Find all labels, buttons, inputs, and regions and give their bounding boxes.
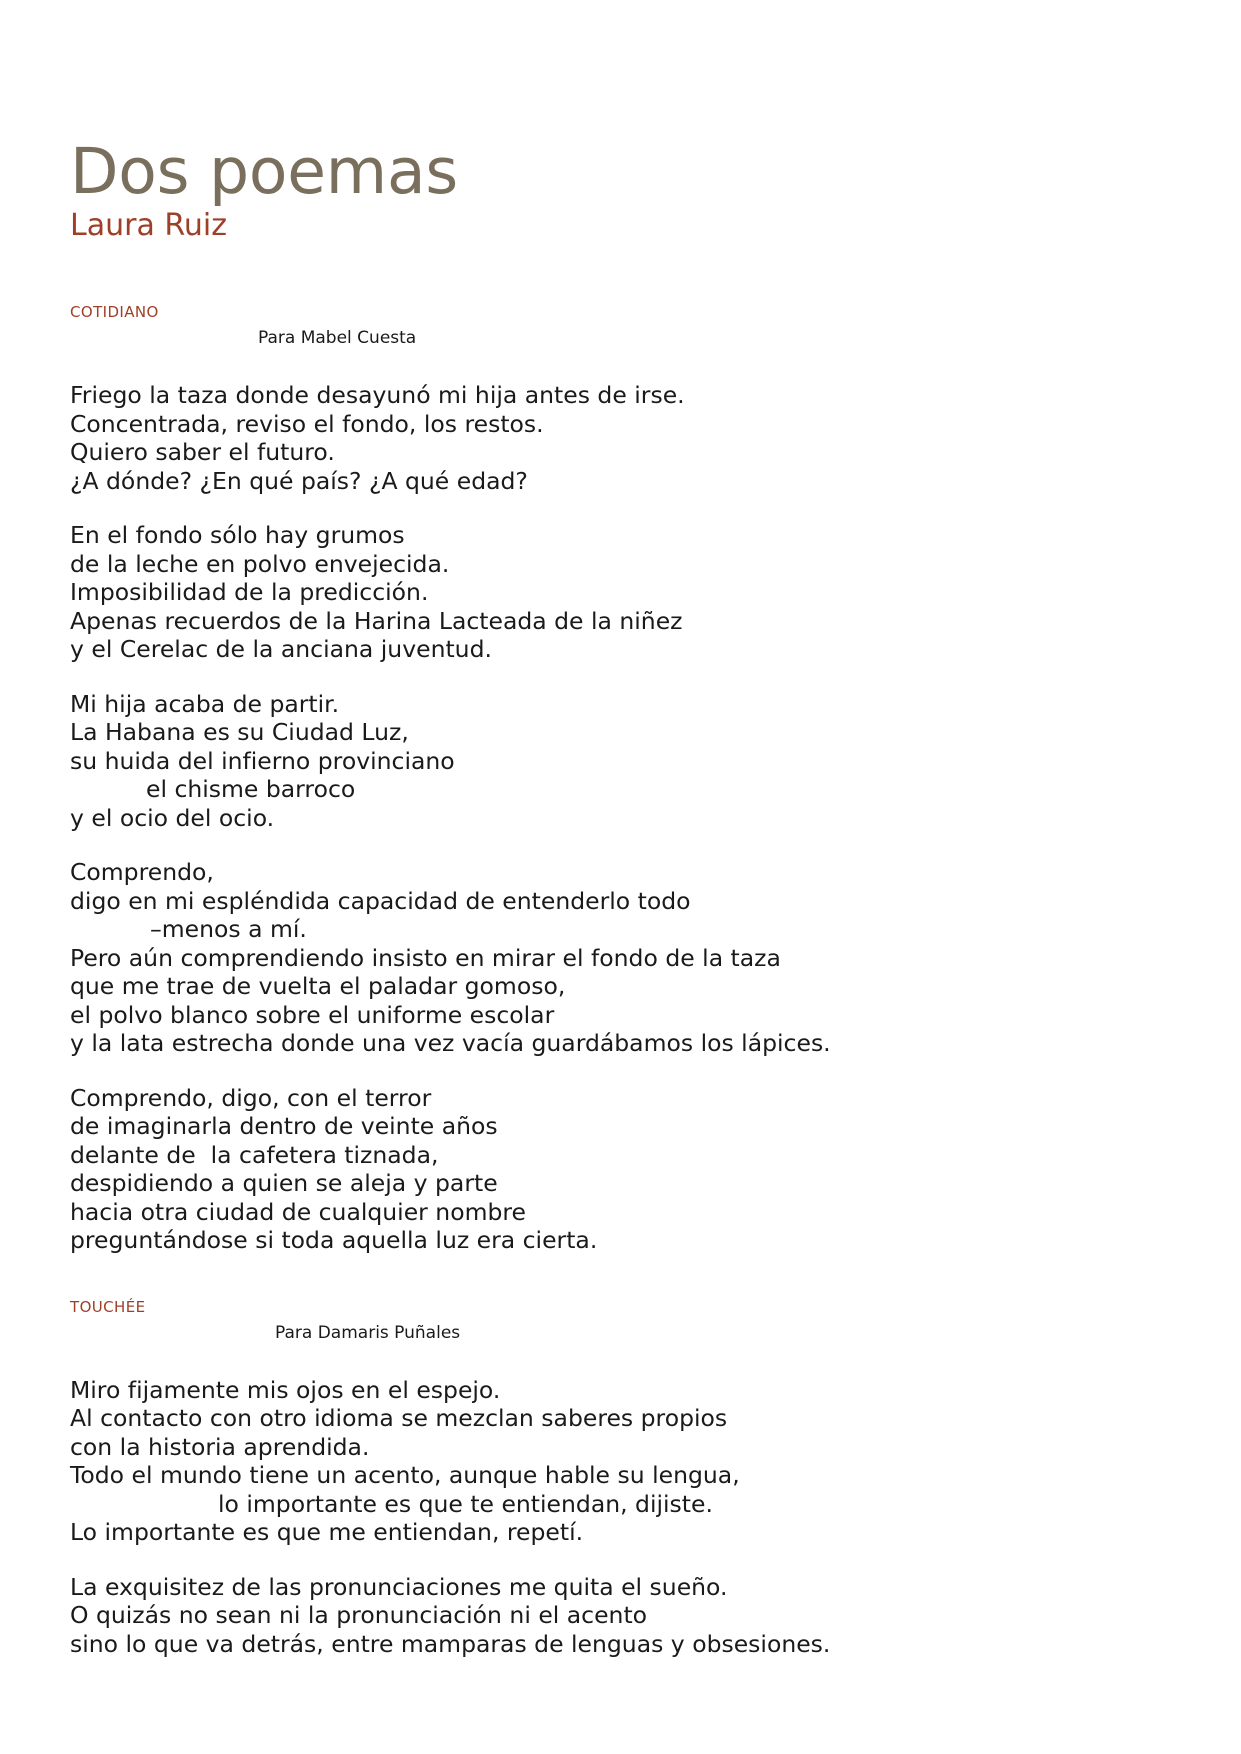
poem-section-touchee [70, 1293, 1171, 1659]
verse-line: el chisme barroco [146, 775, 356, 803]
verse-line: que me trae de vuelta el paladar gomoso, [70, 972, 566, 1000]
verse-line: ¿A dónde? ¿En qué país? ¿A qué edad? [70, 466, 528, 495]
verse-line: su huida del infierno provinciano [70, 746, 455, 775]
verse-line: –menos a mí. [150, 915, 307, 943]
stanza [70, 521, 1171, 664]
page-title: Dos poemas [70, 135, 458, 208]
verse-line: digo en mi espléndida capacidad de entenderlo todo [70, 886, 691, 915]
verse-line: Mi hija acaba de partir. [70, 689, 340, 718]
author-name: Laura Ruiz [70, 208, 227, 243]
verse-line: Quiero saber el futuro. [70, 438, 335, 466]
verse-line: y la lata estrecha donde una vez vacía guardábamos los lápices. [70, 1029, 831, 1057]
verse-line: despidiendo a quien se aleja y parte [70, 1169, 498, 1197]
verse-line: Pero aún comprendiendo insisto en mirar el fondo de la taza [70, 943, 781, 972]
poem-dedication: Para Damaris Puñales [275, 1322, 461, 1343]
verse-line: O quizás no sean ni la pronunciación ni el acento [70, 1601, 648, 1629]
verse-line: Comprendo, digo, con el terror [70, 1083, 432, 1112]
verse-line: de imaginarla dentro de veinte años [70, 1112, 498, 1140]
verse-line: En el fondo sólo hay grumos [70, 521, 405, 549]
stanza [70, 858, 1171, 1058]
stanza [70, 1573, 1171, 1659]
poem-section-cotidiano [70, 298, 1171, 1255]
verse-line: La Habana es su Ciudad Luz, [70, 718, 409, 746]
verse-line: y el ocio del ocio. [70, 803, 275, 832]
verse-line: delante de la cafetera tiznada, [70, 1140, 439, 1169]
verse-line: hacia otra ciudad de cualquier nombre [70, 1197, 526, 1226]
poem-heading: cotidiano [70, 298, 159, 322]
poem-dedication: Para Mabel Cuesta [258, 328, 417, 348]
verse-line: el polvo blanco sobre el uniforme escolar [70, 1000, 555, 1029]
verse-line: lo importante es que te entiendan, dijiste. [218, 1489, 713, 1518]
verse-line: Lo importante es que me entiendan, repetí. [70, 1518, 584, 1546]
stanza [70, 1084, 1171, 1255]
verse-line: con la historia aprendida. [70, 1432, 370, 1461]
verse-line: La exquisitez de las pronunciaciones me quita el sueño. [70, 1572, 728, 1601]
verse-line: Al contacto con otro idioma se mezclan saberes propios [70, 1404, 728, 1432]
verse-line: Apenas recuerdos de la Harina Lacteada de la niñez [70, 606, 683, 635]
verse-line: Miro fijamente mis ojos en el espejo. [70, 1375, 501, 1404]
verse-line: y el Cerelac de la anciana juventud. [70, 635, 492, 663]
verse-line: Todo el mundo tiene un acento, aunque hable su lengua, [70, 1461, 740, 1489]
verse-line: Concentrada, reviso el fondo, los restos. [70, 409, 544, 438]
verse-line: preguntándose si toda aquella luz era cierta. [70, 1226, 598, 1254]
verse-line: sino lo que va detrás, entre mamparas de lenguas y obsesiones. [70, 1629, 831, 1658]
verse-line: de la leche en polvo envejecida. [70, 549, 450, 578]
poem-heading: touchée [70, 1292, 146, 1317]
verse-line: Imposibilidad de la predicción. [70, 578, 429, 606]
verse-line: Friego la taza donde desayunó mi hija antes de irse. [70, 381, 685, 409]
verse-line: Comprendo, [70, 858, 214, 886]
stanza [70, 690, 1171, 833]
stanza [70, 381, 1171, 495]
stanza [70, 1376, 1171, 1547]
